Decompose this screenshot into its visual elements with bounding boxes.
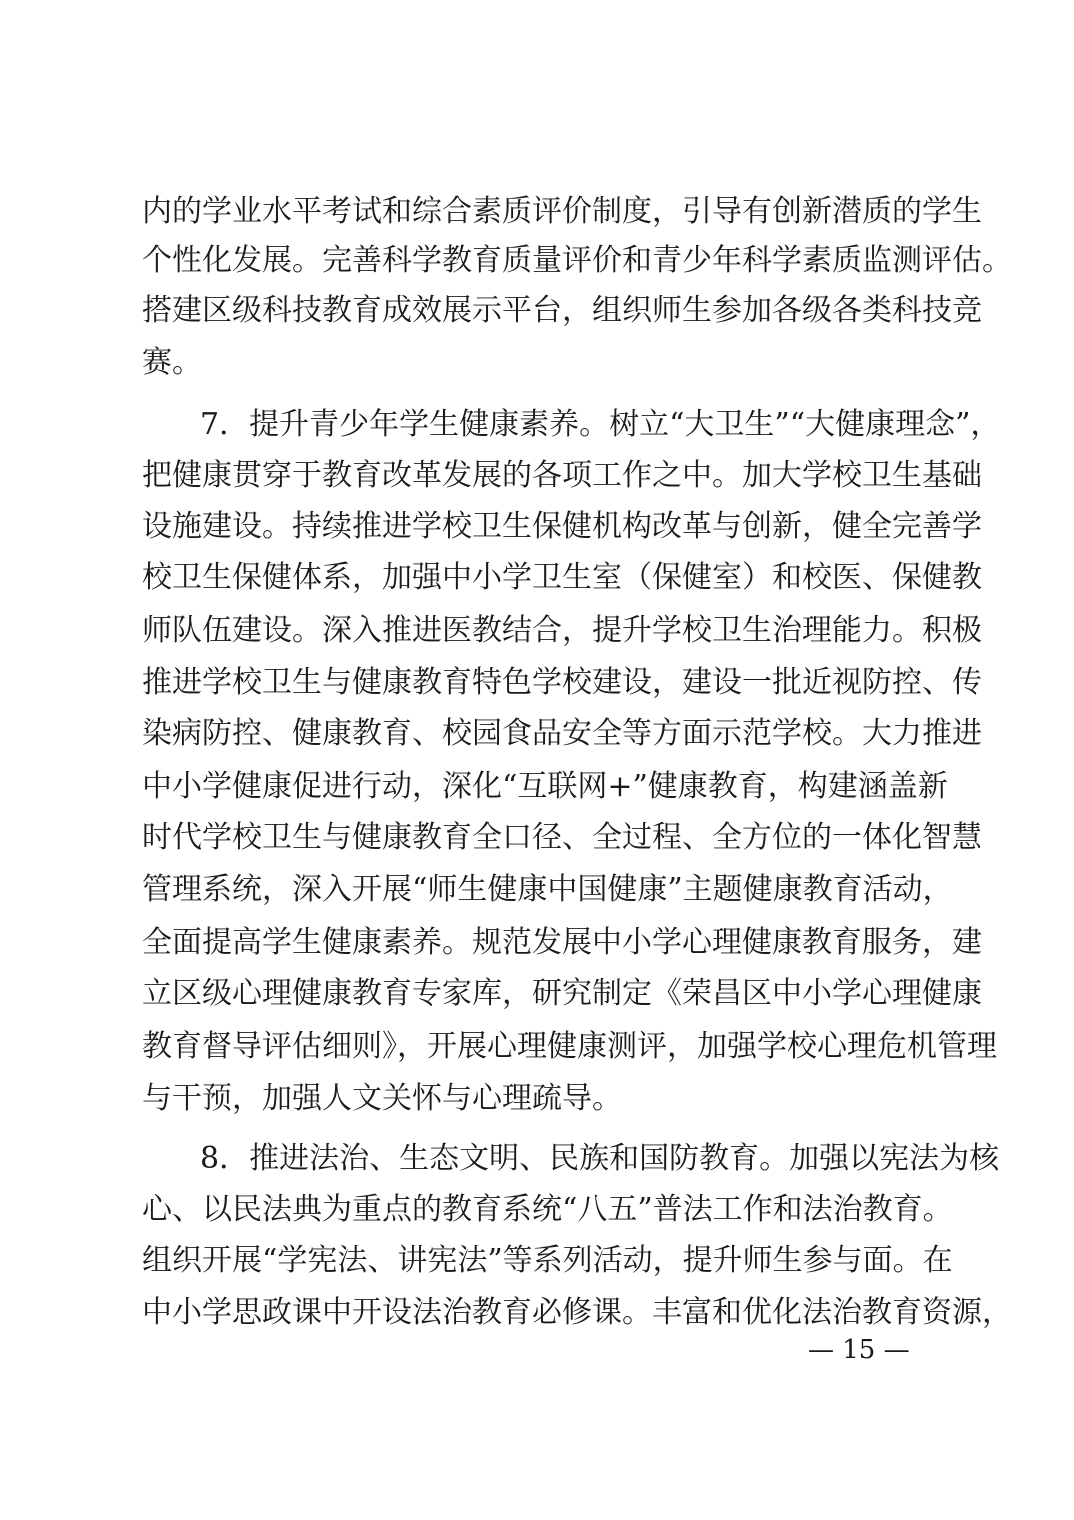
- text-line-9: 师队伍建设。深入推进医教结合，提升学校卫生治理能力。积极: [142, 613, 982, 648]
- text-line-21: 组织开展“学宪法、讲宪法”等系列活动，提升师生参与面。在: [142, 1243, 953, 1278]
- text-line-7: 设施建设。持续推进学校卫生保健机构改革与创新，健全完善学: [142, 509, 982, 544]
- paragraph-8-heading-line: 8．推进法治、生态文明、民族和国防教育。加强以宪法为核: [200, 1141, 1000, 1176]
- text-line-13: 时代学校卫生与健康教育全口径、全过程、全方位的一体化智慧: [142, 820, 982, 855]
- text-line-15: 全面提高学生健康素养。规范发展中小学心理健康教育服务，建: [142, 925, 982, 960]
- text-line-20: 心、以民法典为重点的教育系统“八五”普法工作和法治教育。: [142, 1192, 953, 1227]
- text-line-11: 染病防控、健康教育、校园食品安全等方面示范学校。大力推进: [142, 716, 982, 751]
- page-number: — 15 —: [808, 1335, 910, 1365]
- text-line-18: 与干预，加强人文关怀与心理疏导。: [142, 1081, 622, 1116]
- text-line-3: 搭建区级科技教育成效展示平台，组织师生参加各级各类科技竞: [142, 293, 982, 328]
- text-line-2: 个性化发展。完善科学教育质量评价和青少年科学素质监测评估。: [142, 243, 1012, 278]
- text-line-8: 校卫生保健体系，加强中小学卫生室（保健室）和校医、保健教: [142, 560, 982, 595]
- text-line-16: 立区级心理健康教育专家库，研究制定《荣昌区中小学心理健康: [142, 976, 982, 1011]
- text-line-12: 中小学健康促进行动，深化“互联网+”健康教育，构建涵盖新: [142, 769, 948, 804]
- paragraph-7-heading-line: 7．提升青少年学生健康素养。树立“大卫生”“大健康理念”，: [200, 407, 1001, 442]
- text-line-4: 赛。: [142, 345, 202, 380]
- text-line-22: 中小学思政课中开设法治教育必修课。丰富和优化法治教育资源，: [142, 1295, 1012, 1330]
- text-line-6: 把健康贯穿于教育改革发展的各项工作之中。加大学校卫生基础: [142, 458, 982, 493]
- text-line-10: 推进学校卫生与健康教育特色学校建设，建设一批近视防控、传: [142, 665, 982, 700]
- text-line-1: 内的学业水平考试和综合素质评价制度，引导有创新潜质的学生: [142, 194, 982, 229]
- text-line-17: 教育督导评估细则》，开展心理健康测评，加强学校心理危机管理: [142, 1029, 997, 1064]
- text-line-14: 管理系统，深入开展“师生健康中国健康”主题健康教育活动，: [142, 872, 953, 907]
